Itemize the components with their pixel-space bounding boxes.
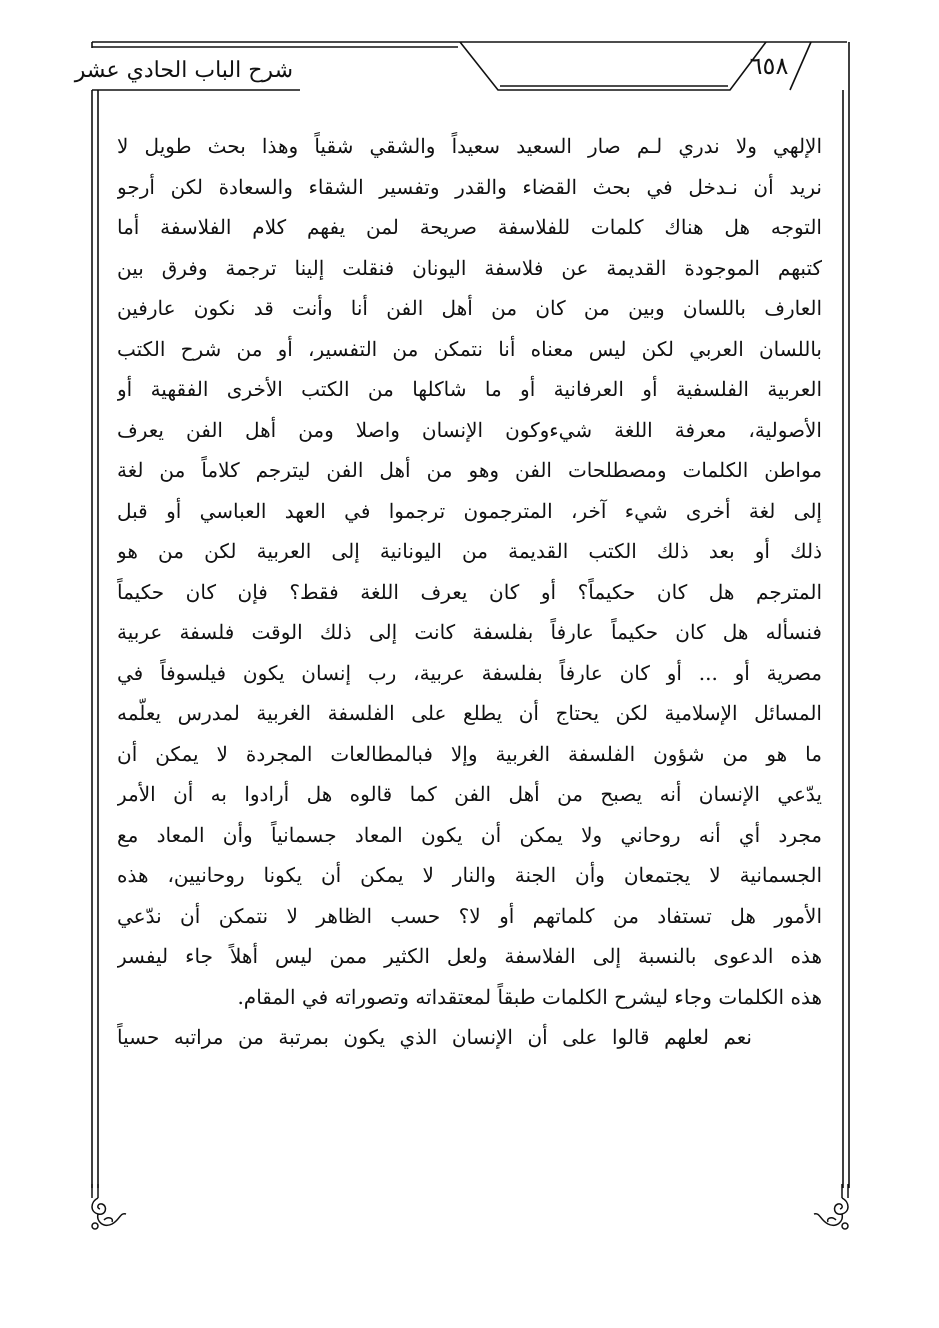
text-line: باللسان العربي لكن ليس معناه أنا نتمكن من التفسير، أو من شرح الكتب	[117, 336, 822, 361]
text-line: الجسمانية لا يجتمعان وأن الجنة والنار لا يمكن أن يكونا روحانيين، هذه	[117, 863, 822, 887]
text-line: المترجم هل كان حكيماً؟ أو كان يعرف اللغة فقط؟ فإن كان حكيماً	[117, 579, 822, 604]
text-line: الأمور هل تستفاد من كلماتهم أو لا؟ حسب الظاهر لا نتمكن أن ندّعي	[117, 903, 822, 928]
text-line: إلى لغة أخرى شيء آخر، المترجمون ترجموا في العهد العباسي أو قبل	[117, 498, 822, 523]
floral-ornament-icon	[90, 1184, 130, 1230]
text-line: كتبهم الموجودة القديمة عن فلاسفة اليونان فنقلت إلينا ترجمة وفرق بين	[117, 255, 822, 280]
text-line: يدّعي الإنسان أنه يصبح من أهل الفن كما قالوه هل أرادوا به أن الأمر	[117, 782, 822, 806]
text-line: مصرية أو ... أو كان عارفاً بفلسفة عربية، رب إنسان يكون فيلسوفاً في	[117, 660, 822, 685]
floral-ornament-icon	[810, 1184, 850, 1230]
text-line: هذه الكلمات وجاء ليشرح الكلمات طبقاً لمعتقداته وتصوراته في المقام.	[237, 984, 822, 1009]
text-line: العارف باللسان وبين من كان من أهل الفن أنا وأنت قد نكون عارفين	[117, 296, 822, 320]
text-line: ذلك أو بعد ذلك الكتب القديمة من اليونانية إلى العربية لكن من هو	[117, 539, 822, 563]
body-text	[117, 126, 822, 1058]
text-line: مجرد أي أنه روحاني ولا يمكن أن يكون المعاد جسمانياً وأن المعاد مع	[117, 822, 822, 847]
text-line: هذه الدعوى بالنسبة إلى الفلاسفة ولعل الكثير ممن ليس أهلاً جاء ليفسر	[117, 944, 822, 968]
text-line: الأصولية، معرفة اللغة شيءوكون الإنسان واصلا ومن أهل الفن يعرف	[117, 417, 822, 442]
text-line: المسائل الإسلامية لكن يحتاج أن يطلع على الفلسفة الغربية لمدرس يعلّمه	[117, 701, 822, 725]
text-line: التوجه هل هناك كلمات للفلاسفة صريحة لمن يفهم كلام الفلاسفة أما	[117, 215, 822, 239]
text-line: مواطن الكلمات ومصطلحات الفن وهو من أهل الفن ليترجم كلاماً من لغة	[117, 458, 822, 482]
header-title: شرح الباب الحادي عشر	[74, 58, 293, 83]
page-number: ٦٥٨	[749, 52, 789, 80]
text-line: نعم لعلهم قالوا على أن الإنسان الذي يكون بمرتبة من مراتبه حسياً	[117, 1025, 752, 1049]
text-line: ما هو من شؤون الفلسفة الغربية وإلا فبالمطالعات المجردة لا يمكن أن	[117, 741, 822, 766]
text-line: الإلهي ولا ندري لـم صار السعيد سعيداً والشقي شقياً وهذا بحث طويل لا	[117, 134, 822, 158]
text-line: نريد أن نـدخل في بحث القضاء والقدر وتفسير الشقاء والسعادة لكن أرجو	[117, 174, 822, 199]
text-line: فنسأله هل كان حكيماً عارفاً بفلسفة كانت إلى ذلك الوقت فلسفة عربية	[117, 620, 822, 644]
text-line: العربية الفلسفية أو العرفانية أو ما شاكلها من الكتب الأخرى الفقهية أو	[117, 377, 822, 401]
